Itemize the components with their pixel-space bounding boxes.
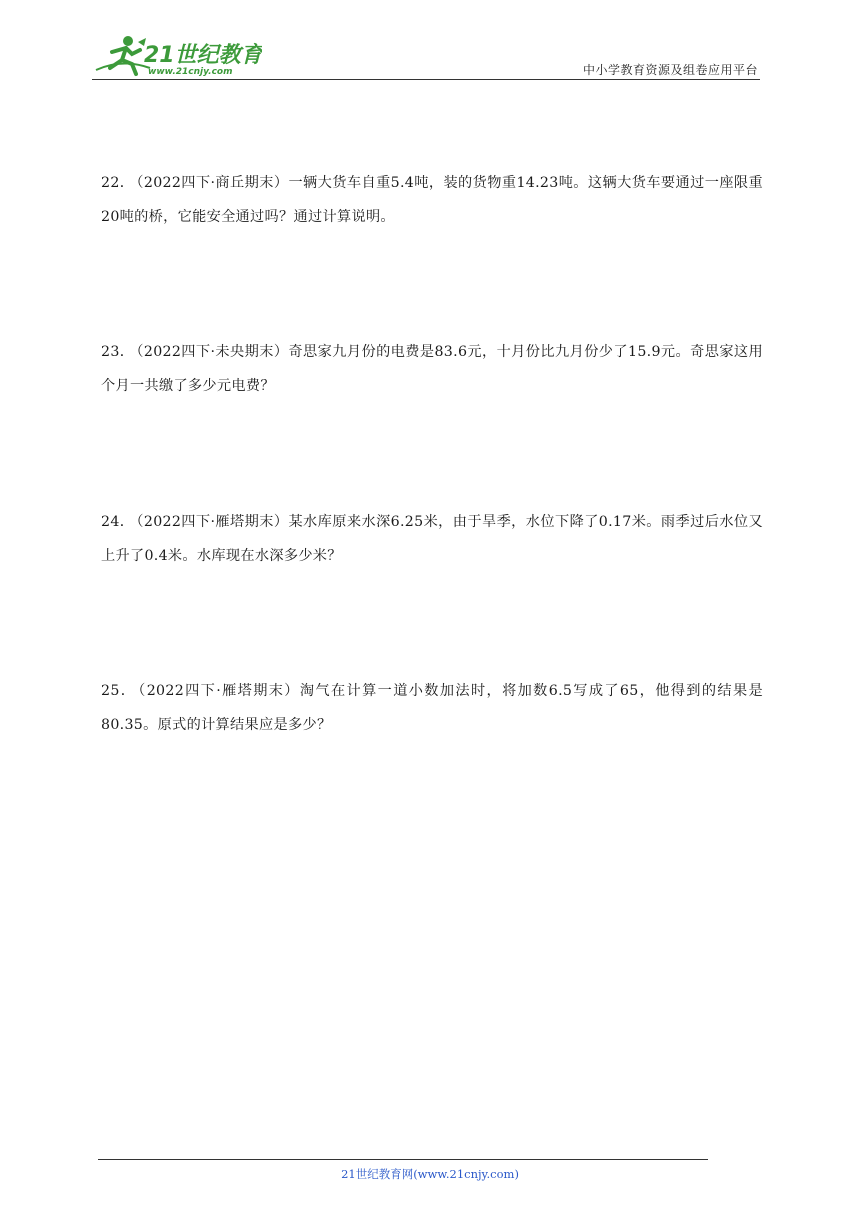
- header-platform-title: 中小学教育资源及组卷应用平台: [582, 63, 758, 77]
- page-header: [92, 30, 760, 80]
- question-number: 24．: [101, 514, 135, 530]
- logo-url: www.21cnjy.com: [148, 67, 233, 77]
- question-source: （2022四下·商丘期末）: [136, 175, 289, 191]
- question-text: 奇思家九月份的电费是83.6元，十月份比九月份少了15.9元。奇思家这用个月一共缴了多少元电费？: [101, 344, 764, 394]
- site-logo[interactable]: [92, 30, 262, 78]
- logo-text: 21世纪教育: [144, 43, 262, 68]
- question-number: 23．: [101, 344, 135, 360]
- question-text: 淘气在计算一道小数加法时，将加数6.5写成了65，他得到的结果是80.35。原式的计算结果应是多少？: [101, 683, 764, 733]
- question-number: 22．: [101, 175, 135, 191]
- question-23: [101, 335, 763, 403]
- logo-runner-icon: [92, 30, 262, 78]
- question-number: 25．: [101, 683, 137, 699]
- footer-site-link[interactable]: 21世纪教育网(www.21cnjy.com): [341, 1167, 519, 1181]
- question-text: 某水库原来水深6.25米，由于旱季，水位下降了0.17米。雨季过后水位又上升了0.4米。水库现在水深多少米？: [101, 514, 764, 564]
- footer-divider: [98, 1159, 708, 1160]
- question-source: （2022四下·未央期末）: [136, 344, 289, 360]
- question-25: [101, 674, 763, 742]
- header-divider: [92, 79, 760, 80]
- question-source: （2022四下·雁塔期末）: [138, 683, 300, 699]
- question-22: [101, 166, 763, 234]
- question-text: 一辆大货车自重5.4吨，装的货物重14.23吨。这辆大货车要通过一座限重20吨的桥，它能安全通过吗？通过计算说明。: [101, 175, 764, 225]
- question-source: （2022四下·雁塔期末）: [136, 514, 289, 530]
- question-24: [101, 505, 763, 573]
